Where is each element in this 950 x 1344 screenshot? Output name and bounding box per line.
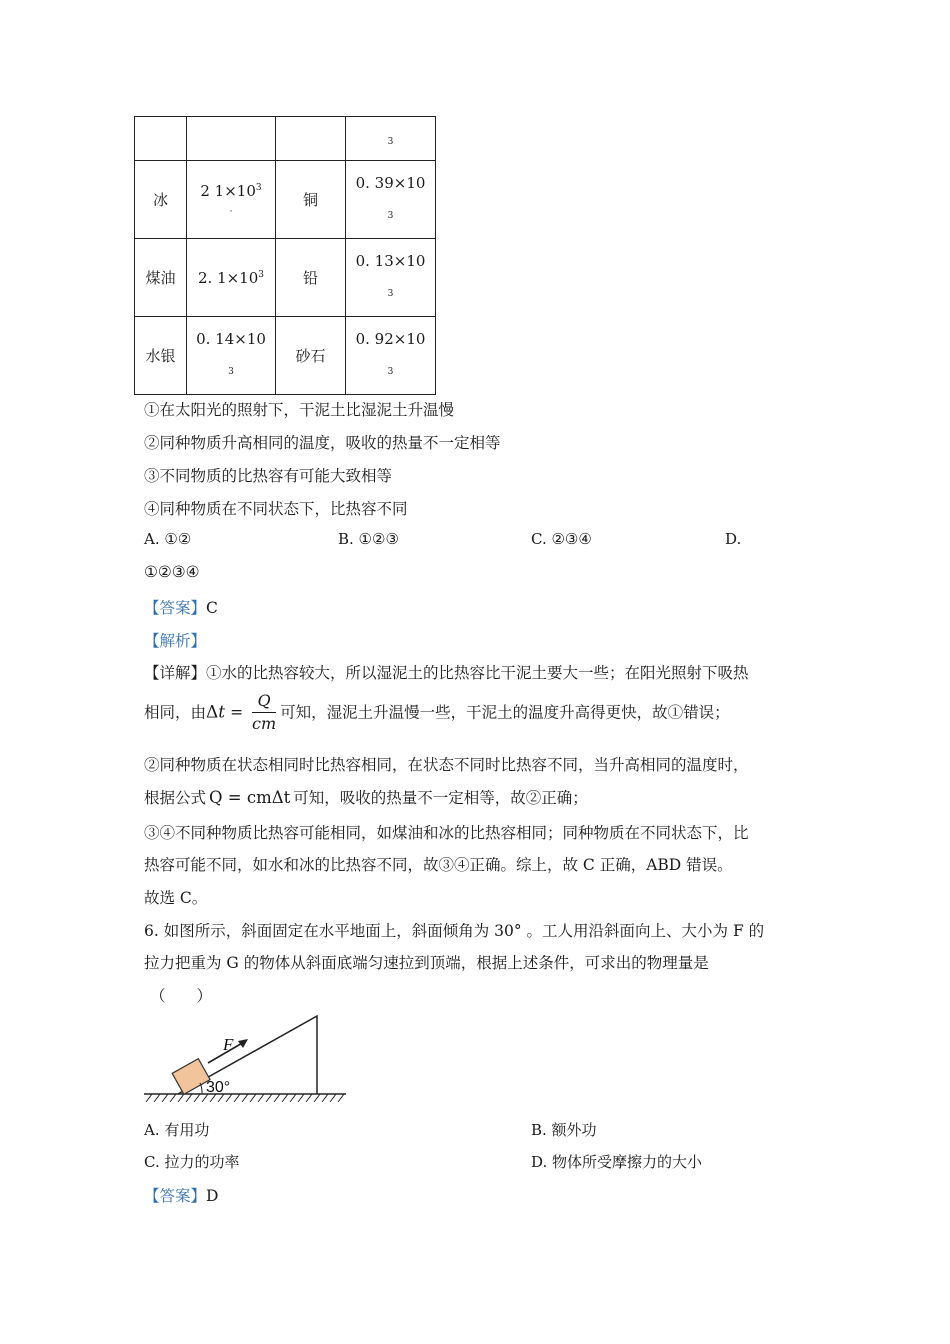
statement-4: ④同种物质在不同状态下，比热容不同 (144, 500, 408, 518)
force-label: F (223, 1035, 234, 1054)
lead-value: 0. 13×10 3 (346, 239, 436, 317)
substance-copper: 铜 (276, 161, 346, 239)
table-row (135, 117, 436, 161)
table-cell-sub: 3 (387, 136, 394, 147)
option-d-content: ①②③④ (144, 563, 200, 581)
detail-line-3: ②同种物质在状态相同时比热容相同，在状态不同时比热容不同，当升高相同的温度时， (144, 756, 749, 774)
substance-ice: 冰 (135, 161, 187, 239)
answer-line (144, 596, 218, 618)
detail-line-5: ③④不同种物质比热容可能相同，如煤油和冰的比热容相同；同种物质在不同状态下，比 (144, 824, 749, 842)
option-a: A. ①② (144, 530, 192, 548)
answer-value: C (206, 599, 218, 617)
substance-kerosene: 煤油 (135, 239, 187, 317)
q6-option-b: B. 额外功 (531, 1121, 597, 1139)
analysis-line (144, 629, 206, 651)
formula-fraction: $\frac{Q}{cm}$ (251, 691, 277, 733)
substance-mercury: 水银 (135, 317, 187, 395)
option-c: C. ②③④ (531, 530, 592, 548)
statement-2: ②同种物质升高相同的温度，吸收的热量不一定相等 (144, 434, 501, 452)
copper-value: 0. 39×10 3 (346, 161, 436, 239)
detail-line-4: 根据公式 Q = cmΔt 可知，吸收的热量不一定相等，故②正确； (144, 788, 588, 807)
q6-option-c: C. 拉力的功率 (144, 1153, 240, 1171)
block-body (172, 1059, 210, 1095)
q6-line-2: 拉力把重为 G 的物体从斜面底端匀速拉到顶端，根据上述条件，可求出的物理量是 (144, 954, 709, 972)
detail-tag: 【详解】 (144, 664, 207, 682)
substance-sandstone: 砂石 (276, 317, 346, 395)
option-b: B. ①②③ (338, 530, 399, 548)
q6-option-a: A. 有用功 (144, 1121, 210, 1139)
analysis-tag: 【解析】 (144, 632, 207, 650)
table-row (135, 317, 436, 395)
specific-heat-table (134, 116, 436, 395)
detail-line-6: 热容可能不同，如水和冰的比热容不同，故③④正确。综上，故 C 正确，ABD 错误。 (144, 856, 733, 874)
arrow-head-icon (238, 1039, 248, 1048)
option-d: D. (725, 530, 742, 548)
detail-line-2: 相同，由Δt = $\frac{Q}{cm}$ 可知，湿泥土升温慢一些，干泥土的温度升高得更快，故①错误； (144, 691, 730, 733)
sandstone-value: 0. 92×10 3 (346, 317, 436, 395)
q6-answer-line (144, 1184, 218, 1206)
statement-3: ③不同物质的比热容有可能大致相等 (144, 467, 393, 485)
table-cell (276, 117, 346, 161)
angle-label: 30° (206, 1079, 231, 1096)
q6-option-d: D. 物体所受摩擦力的大小 (531, 1153, 703, 1171)
table-cell (187, 117, 276, 161)
table-cell (135, 117, 187, 161)
kerosene-value: 2. $1\times 10^3$ (187, 239, 276, 317)
answer-tag: 【答案】 (144, 599, 207, 617)
block (172, 1059, 210, 1095)
q6-answer-tag: 【答案】 (144, 1187, 207, 1205)
ice-value: 2 $1\times 10^3$ · (187, 161, 276, 239)
table-row (135, 161, 436, 239)
statement-1: ①在太阳光的照射下，干泥土比湿泥土升温慢 (144, 401, 455, 419)
formula-q-cm-dt: Q = cmΔt (209, 788, 291, 807)
table-cell (346, 117, 436, 161)
table-row (135, 239, 436, 317)
substance-lead: 铅 (276, 239, 346, 317)
q6-answer-value: D (206, 1187, 219, 1205)
ground-hatching (146, 1094, 344, 1102)
q6-answer-paren: （ ） (150, 987, 213, 1005)
detail-line-1: 【详解】①水的比热容较大，所以湿泥土的比热容比干泥土要大一些；在阳光照射下吸热 (144, 664, 749, 682)
detail-line-7: 故选 C。 (144, 889, 208, 907)
incline-figure (140, 1010, 355, 1110)
mercury-value: 0. 14×10 3 (187, 317, 276, 395)
q6-line-1: 6. 如图所示，斜面固定在水平地面上，斜面倾角为 30° 。工人用沿斜面向上、大小为 F 的 (144, 922, 765, 940)
